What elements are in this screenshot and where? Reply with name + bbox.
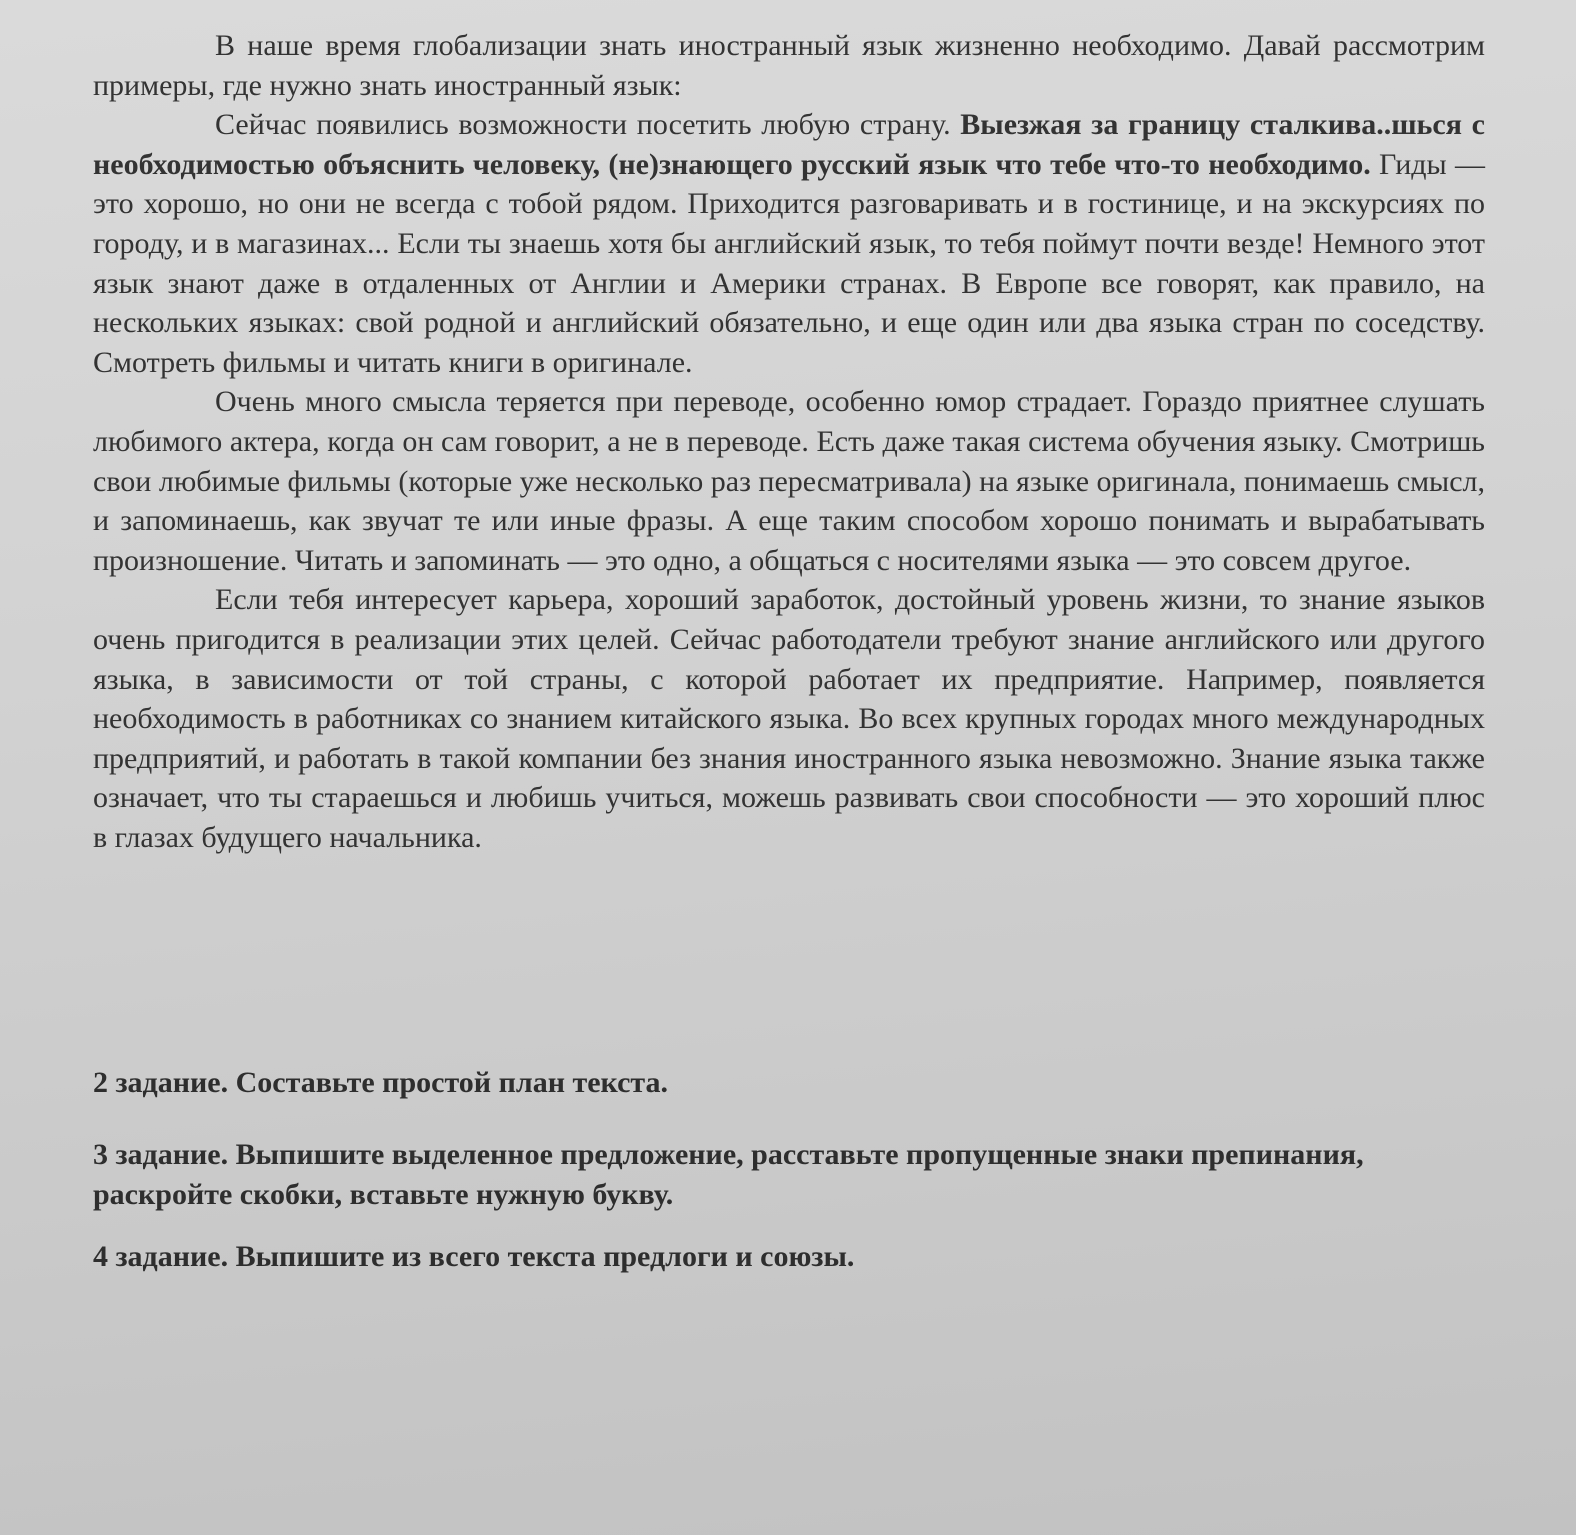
paragraph-text: Если тебя интересует карьера, хороший заработок, достойный уровень жизни, то знание языков очень пригодится в реализации этих целей. Сейчас работодатели требуют знание английского или другого языка, в зависимости от той страны, с которой работает их предприятие. Например, появляется необходимость в работниках со знанием китайского языка. Во всех крупных городах много международных предприятий, и работать в такой компании без знания иностранного языка невозможно. Знание языка также означает, что ты стараешься и любишь учиться, можешь развивать свои способности — это хороший плюс в глазах будущего начальника. xyxy=(93,583,1485,854)
paragraph-career xyxy=(93,580,1485,857)
paragraph-films xyxy=(93,382,1485,580)
paragraph-intro xyxy=(93,26,1485,105)
task-4: 4 задание. Выпишите из всего текста предлоги и союзы. xyxy=(93,1240,855,1273)
task-list xyxy=(93,1063,1413,1299)
document-body xyxy=(93,26,1485,857)
paragraph-text: Гиды — это хорошо, но они не всегда с тобой рядом. Приходится разговаривать и в гостинице, и на экскурсиях по городу, и в магазинах... Если ты знаешь хотя бы английский язык, то тебя поймут почти везде! Немного этот язык знают даже в отдаленных от Англии и Америки странах. В Европе все говорят, как правило, на нескольких языках: свой родной и английский обязательно, и еще один или два языка стран по соседству. Смотреть фильмы и читать книги в оригинале. xyxy=(93,147,1485,379)
paragraph-travel xyxy=(93,105,1485,382)
task-2: 2 задание. Составьте простой план текста. xyxy=(93,1066,668,1099)
task-3: 3 задание. Выпишите выделенное предложение, расставьте пропущенные знаки препинания, раскройте скобки, вставьте нужную букву. xyxy=(93,1138,1364,1211)
paragraph-text: В наше время глобализации знать иностранный язык жизненно необходимо. Давай рассмотрим примеры, где нужно знать иностранный язык: xyxy=(93,29,1485,102)
paragraph-text: Сейчас появились возможности посетить любую страну. xyxy=(215,108,961,142)
highlighted-sentence: Выезжая за границу сталкива..шься с необходимостью объяснить человеку, (не)знающего русский язык что тебе что-то необходимо. xyxy=(93,108,1485,181)
paragraph-text: Очень много смысла теряется при переводе, особенно юмор страдает. Гораздо приятнее слушать любимого актера, когда он сам говорит, а не в переводе. Есть даже такая система обучения языку. Смотришь свои любимые фильмы (которые уже несколько раз пересматривала) на языке оригинала, понимаешь смысл, и запоминаешь, как звучат те или иные фразы. А еще таким способом хорошо понимать и вырабатывать произношение. Читать и запоминать — это одно, а общаться с носителями языка — это совсем другое. xyxy=(93,385,1485,577)
